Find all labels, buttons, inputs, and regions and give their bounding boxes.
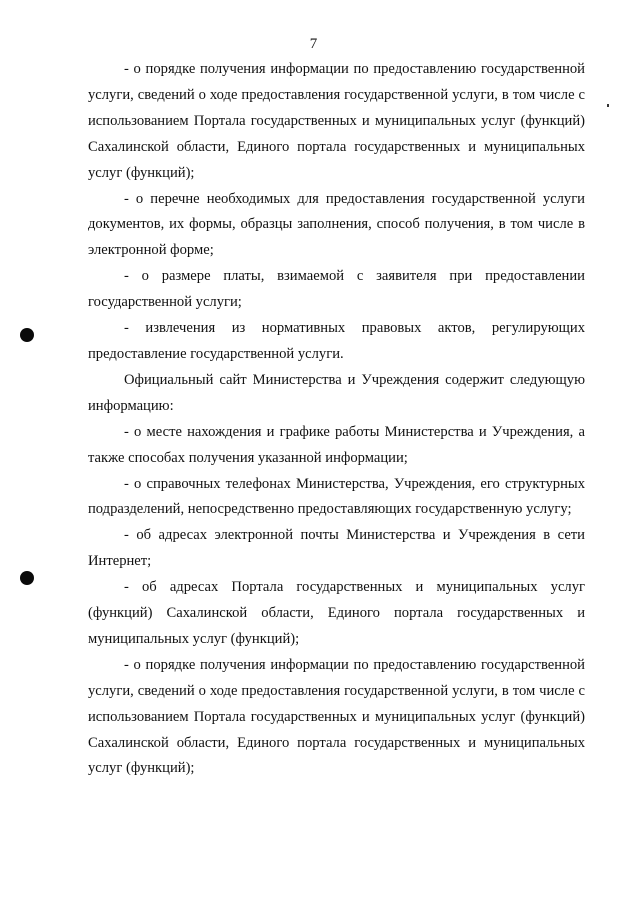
paragraph-legal-extracts: - извлечения из нормативных правовых актов, регулирующих предоставление государственной услуги. (88, 320, 585, 362)
punch-hole-top (20, 328, 34, 342)
punch-hole-bottom (20, 571, 34, 585)
paragraph-website-intro: Официальный сайт Министерства и Учреждения содержит следующую информацию: (88, 371, 585, 414)
paragraph-phones: - о справочных телефонах Министерства, Учреждения, его структурных подразделений, непосредственно предоставляющих государственную услугу; (88, 475, 585, 518)
paragraph-info-order: - о порядке получения информации по предоставлению государственной услуги, сведений о ходе предоставления государственной услуги, в том числе с использованием Портала государственных и муниципальных услуг (функций) Сахалинской области, Единого портала государственных и муниципальных услуг (функций); (88, 61, 585, 181)
page-number: 7 (309, 36, 318, 52)
document-body (88, 57, 585, 782)
paragraph-location-schedule: - о месте нахождения и графике работы Министерства и Учреждения, а также способах получения указанной информации; (88, 423, 585, 466)
paragraph-info-order-repeat: - о порядке получения информации по предоставлению государственной услуги, сведений о ходе предоставления государственной услуги, в том числе с использованием Портала государственных и муниципальных услуг (функций) Сахалинской области, Единого портала государственных и муниципальных услуг (функций); (88, 656, 585, 777)
scan-speck (607, 104, 609, 107)
paragraph-fee: - о размере платы, взимаемой с заявителя при предоставлении государственной услуги; (88, 268, 585, 311)
paragraph-email: - об адресах электронной почты Министерства и Учреждения в сети Интернет; (88, 527, 585, 570)
paragraph-portal-addresses: - об адресах Портала государственных и муниципальных услуг (функций) Сахалинской области, Единого портала государственных и муниципальных услуг (функций); (88, 579, 585, 647)
paragraph-documents-list: - о перечне необходимых для предоставления государственной услуги документов, их формы, образцы заполнения, способ получения, в том числе в электронной форме; (88, 190, 585, 259)
